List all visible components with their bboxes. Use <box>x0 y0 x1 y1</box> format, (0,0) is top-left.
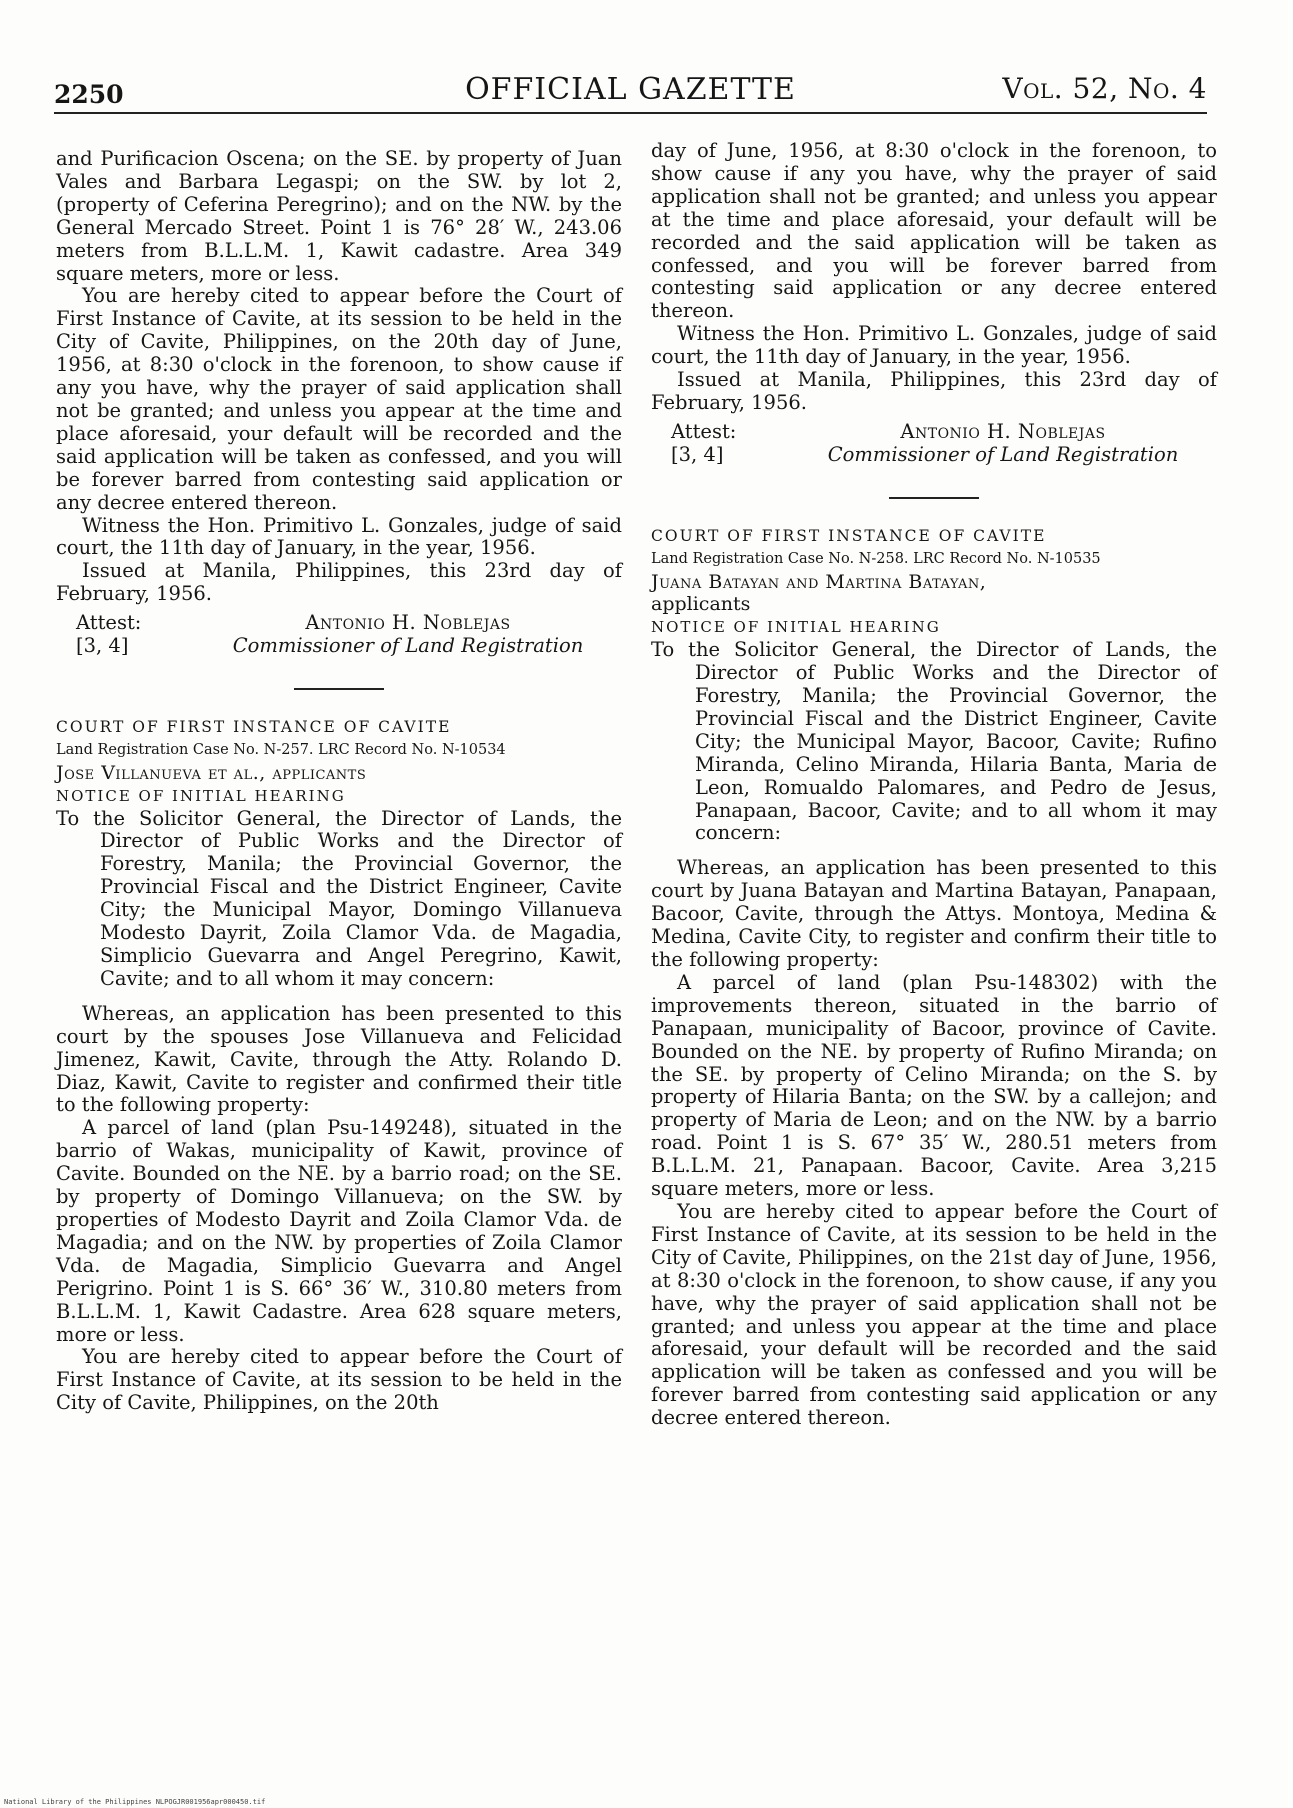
left-p4: Issued at Manila, Philippines, this 23rd day of February, 1956. <box>56 559 622 606</box>
header-rule <box>54 112 1207 114</box>
attest-ref: [3, 4] <box>671 442 724 466</box>
volume-number: Vol. 52, No. 4 <box>1002 72 1207 105</box>
attest-label: Attest: <box>76 611 142 635</box>
left-p3: Witness the Hon. Primitivo L. Gonzales, judge of said court, the 11th day of January, in the year, 1956. <box>56 513 622 560</box>
court-heading: COURT OF FIRST INSTANCE OF CAVITE <box>651 526 1047 545</box>
applicants-line: Juana Batayan and Martina Batayan, <box>651 570 987 593</box>
case-line: Land Registration Case No. N-258. LRC Record No. N-10535 <box>651 550 1101 567</box>
cited-paragraph: You are hereby cited to appear before the Court of First Instance of Cavite, at its session to be held in the City of Cavite, Philippines, on the 21st day of June, 1956, at 8:30 o'clock in the forenoon, to show cause, if any you have, why the prayer of said application shall not be granted; and unless you appear at the time and place aforesaid, your default will be recorded and the said application will be taken as confessed and you will be forever barred from contesting said application or any decree entered thereon. <box>651 1199 1217 1430</box>
attest-title: Commissioner of Land Registration <box>232 634 584 658</box>
addressees: To the Solicitor General, the Director of Lands, the Director of Public Works and the Director of Forestry, Manila; the Provincial Governor, the Provincial Fiscal and the District Engineer, Cavite City; the Municipal Mayor, Domingo Villanueva Modesto Dayrit, Zoila Clamor Vda. de Magadia, Simplicio Guevarra and Angel Peregrino, Kawit, Cavite; and to all whom it may concern: <box>56 806 622 990</box>
applicants-line: Jose Villanueva et al., applicants <box>56 761 367 784</box>
publication-title: OFFICIAL GAZETTE <box>465 72 796 107</box>
parcel-paragraph: A parcel of land (plan Psu-148302) with the improvements thereon, situated in the barrio of Panapaan, municipality of Bacoor, province of Cavite. Bounded on the NE. by property of Rufino Miranda; on the SE. by property of Celino Miranda; on the S. by property of Hilaria Banta; on the SW. by a callejon; and property of Maria de Leon; and on the NW. by a barrio road. Point 1 is S. 67° 35′ W., 280.51 meters from B.L.L.M. 21, Panapaan. Bacoor, Cavite. Area 3,215 square meters, more or less. <box>651 970 1217 1201</box>
attest-name: Antonio H. Noblejas <box>305 611 511 635</box>
whereas-paragraph: Whereas, an application has been presented to this court by the spouses Jose Villanueva and Felicidad Jimenez, Kawit, Cavite, through the Atty. Rolando D. Diaz, Kawit, Cavite to register and confirmed their title to the following property: <box>56 1001 622 1117</box>
addressees: To the Solicitor General, the Director of Lands, the Director of Public Works and the Director of Forestry, Manila; the Provincial Governor, the Provincial Fiscal and the District Engineer, Cavite City; the Municipal Mayor, Bacoor, Cavite; Rufino Miranda, Celino Miranda, Hilaria Banta, Maria de Leon, Romualdo Palomares, and Pedro de Jesus, Panapaan, Bacoor, Cavite; and to all whom it may concern: <box>651 638 1217 845</box>
right-attest <box>671 421 1217 467</box>
left-p1: and Purificacion Oscena; on the SE. by property of Juan Vales and Barbara Legaspi; on the SW. by lot 2, (property of Ceferina Peregrino); and on the NW. by the General Mercado Street. Point 1 is 76° 28′ W., 243.06 meters from B.L.L.M. 1, Kawit cadastre. Area 349 square meters, more or less. <box>56 147 622 285</box>
right-p1: day of June, 1956, at 8:30 o'clock in the forenoon, to show cause if any you have, why the prayer of said application shall not be granted; and unless you appear at the time and place aforesaid, your default will be recorded and the said application will be taken as confessed, and you will be forever barred from contesting said application or any decree entered thereon. <box>651 139 1217 323</box>
scan-footer: National Library of the Philippines NLPOGJR001956apr000450.tif <box>4 1798 266 1806</box>
section-divider <box>889 497 979 499</box>
court-heading: COURT OF FIRST INSTANCE OF CAVITE <box>56 717 452 736</box>
section-divider <box>294 688 384 690</box>
right-column <box>651 140 1217 1430</box>
attest-name: Antonio H. Noblejas <box>900 419 1106 443</box>
notice-heading: NOTICE OF INITIAL HEARING <box>651 618 941 637</box>
page-number: 2250 <box>54 80 124 109</box>
parcel-paragraph: A parcel of land (plan Psu-149248), situated in the barrio of Wakas, municipality of Kawit, province of Cavite. Bounded on the NE. by a barrio road; on the SE. by property of Domingo Villanueva; on the SW. by properties of Modesto Dayrit and Zoila Clamor Vda. de Magadia; and on the NW. by properties of Zoila Clamor Vda. de Magadia, Simplicio Guevarra and Angel Perigrino. Point 1 is S. 66° 36′ W., 310.80 meters from B.L.L.M. 1, Kawit Cadastre. Area 628 square meters, more or less. <box>56 1116 622 1346</box>
applicants-label: applicants <box>651 593 751 616</box>
case-line: Land Registration Case No. N-257. LRC Record No. N-10534 <box>56 741 506 758</box>
attest-ref: [3, 4] <box>76 634 129 658</box>
right-p3: Issued at Manila, Philippines, this 23rd day of February, 1956. <box>651 368 1217 414</box>
notice-heading: NOTICE OF INITIAL HEARING <box>56 786 346 805</box>
page-header <box>54 66 1207 116</box>
cited-paragraph: You are hereby cited to appear before the Court of First Instance of Cavite, at its session to be held in the City of Cavite, Philippines, on the 20th <box>56 1345 622 1415</box>
left-column <box>56 148 622 1415</box>
left-attest <box>76 612 622 658</box>
attest-title: Commissioner of Land Registration <box>827 442 1179 466</box>
right-p2: Witness the Hon. Primitivo L. Gonzales, judge of said court, the 11th day of January, in the year, 1956. <box>651 322 1217 369</box>
whereas-paragraph: Whereas, an application has been presented to this court by Juana Batayan and Martina Batayan, Panapaan, Bacoor, Cavite, through the Attys. Montoya, Medina & Medina, Cavite City, to register and confirm their title to the following property: <box>651 856 1217 971</box>
attest-label: Attest: <box>671 419 737 443</box>
left-p2: You are hereby cited to appear before the Court of First Instance of Cavite, at its session to be held in the City of Cavite, Philippines, on the 20th day of June, 1956, at 8:30 o'clock in the forenoon, to show cause if any you have, why the prayer of said application shall not be granted; and unless you appear at the time and place aforesaid, your default will be recorded and the said application will be taken as confessed, and you will be forever barred from contesting said application or any decree entered thereon. <box>56 284 622 514</box>
